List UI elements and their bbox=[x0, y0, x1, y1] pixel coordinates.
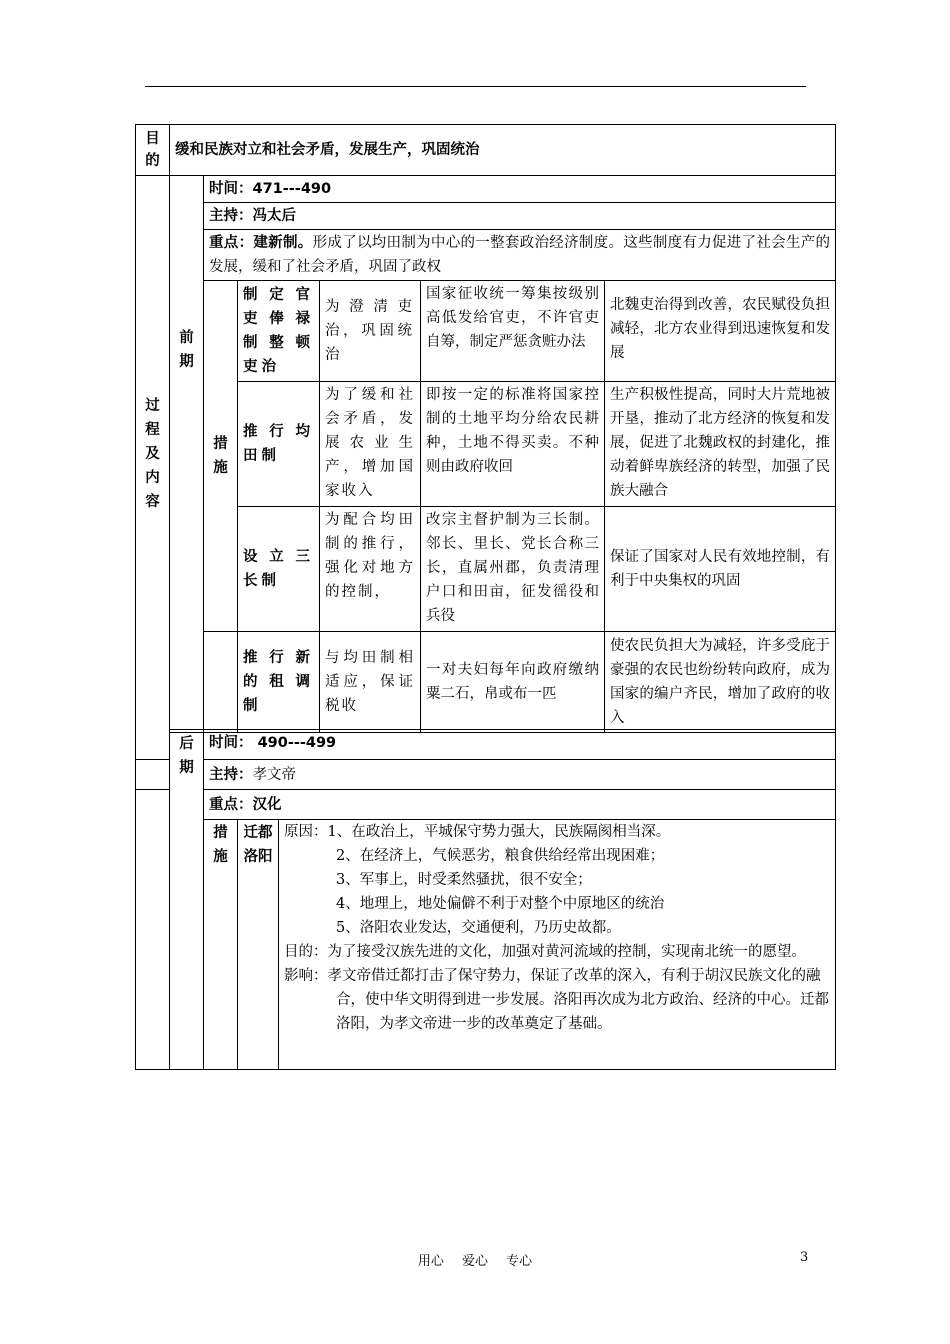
late-focus-title: 汉化 bbox=[252, 796, 282, 813]
early-host bbox=[204, 203, 836, 230]
measure-4-content: 一对夫妇每年向政府缴纳粟二石，帛或布一匹 bbox=[421, 632, 605, 733]
measure-2-effect: 生产积极性提高，同时大片荒地被开垦，推动了北方经济的恢复和发展，促进了北魏政权的封建化，推动着鲜卑族经济的转型，加强了民族大融合 bbox=[605, 382, 836, 507]
measures-spacer-cell bbox=[204, 632, 238, 733]
late-host-label: 主持： bbox=[209, 766, 253, 783]
late-left-empty bbox=[136, 790, 170, 1070]
late-time bbox=[204, 730, 836, 760]
impact-text: 孝文帝借迁都打击了保守势力，保证了改革的深入，有利于胡汉民族文化的融合，使中华文明得到进一步发展。洛阳再次成为北方政治、经济的中心。迁都洛阳，为孝文帝进一步的改革奠定了基础。 bbox=[327, 968, 829, 1032]
purpose-text: 缓和民族对立和社会矛盾，发展生产，巩固统治 bbox=[170, 125, 836, 176]
measure-3-content: 改宗主督护制为三长制。邻长、里长、党长合称三长，直属州郡，负责清理户口和田亩，征发徭役和兵役 bbox=[421, 507, 605, 632]
measure-2-purpose: 为了缓和社会矛盾，发展农业生产，增加国家收入 bbox=[320, 382, 421, 507]
early-host-value: 冯太后 bbox=[252, 208, 296, 224]
early-focus-label: 重点： bbox=[209, 235, 254, 251]
reasons-block bbox=[284, 820, 830, 940]
late-time-label: 时间： bbox=[209, 735, 253, 751]
reason-3: 3、军事上，时受柔然骚扰，很不安全； bbox=[336, 872, 592, 888]
late-measure-name: 迁都洛阳 bbox=[238, 820, 279, 1070]
reason-5: 5、洛阳农业发达，交通便利，乃历史故都。 bbox=[336, 920, 621, 936]
process-spacer bbox=[136, 760, 170, 790]
reform-table bbox=[135, 124, 836, 733]
measure-1-effect: 北魏吏治得到改善，农民赋役负担减轻，北方农业得到迅速恢复和发展 bbox=[605, 281, 836, 382]
measure-2-name: 推行均田制 bbox=[238, 382, 320, 507]
measure-1-purpose: 为澄清吏治，巩固统治 bbox=[320, 281, 421, 382]
measure-4-effect: 使农民负担大为减轻，许多受庇于豪强的农民也纷纷转向政府，成为国家的编户齐民，增加了政府的收入 bbox=[605, 632, 836, 733]
late-period-label: 后期 bbox=[170, 730, 204, 790]
process-label-continued bbox=[136, 730, 170, 760]
early-time-value: 471---490 bbox=[252, 181, 332, 197]
measure-1-name: 制定官吏俸禄制整顿吏治 bbox=[238, 281, 320, 382]
late-period-spacer bbox=[170, 790, 204, 1070]
late-measures-label: 措施 bbox=[204, 820, 238, 1070]
goal-block bbox=[284, 940, 830, 964]
late-measure-details bbox=[279, 820, 836, 1070]
process-label: 过程及内容 bbox=[136, 176, 170, 733]
header-rule bbox=[145, 86, 806, 87]
late-host bbox=[204, 760, 836, 790]
early-time-label: 时间： bbox=[209, 181, 253, 197]
late-time-value: 490---499 bbox=[257, 735, 337, 751]
late-focus-label: 重点： bbox=[209, 796, 253, 813]
impact-block bbox=[284, 964, 830, 1036]
late-focus bbox=[204, 790, 836, 820]
reasons-label: 原因： bbox=[284, 824, 328, 840]
goal-label: 目的： bbox=[284, 944, 328, 960]
early-period-label: 前期 bbox=[170, 176, 204, 733]
measure-3-name: 设立三长制 bbox=[238, 507, 320, 632]
page-number: 3 bbox=[800, 1250, 809, 1265]
early-focus-text: 形成了以均田制为中心的一整套政治经济制度。这些制度有力促进了社会生产的发展，缓和了社会矛盾，巩固了政权 bbox=[209, 235, 831, 275]
purpose-label: 目的 bbox=[136, 125, 170, 176]
early-time bbox=[204, 176, 836, 203]
reason-4: 4、地理上，地处偏僻不利于对整个中原地区的统治 bbox=[336, 896, 665, 912]
reason-1: 1、在政治上，平城保守势力强大，民族隔阂相当深。 bbox=[327, 824, 671, 840]
measure-1-content: 国家征收统一筹集按级别高低发给官吏，不许官吏自筹，制定严惩贪赃办法 bbox=[421, 281, 605, 382]
late-period-table bbox=[135, 729, 836, 1070]
measure-3-effect: 保证了国家对人民有效地控制，有利于中央集权的巩固 bbox=[605, 507, 836, 632]
measure-4-purpose: 与均田制相适应，保证税收 bbox=[320, 632, 421, 733]
measure-2-content: 即按一定的标准将国家控制的土地平均分给农民耕种，土地不得买卖。不种则由政府收回 bbox=[421, 382, 605, 507]
measure-3-purpose: 为配合均田制的推行，强化对地方的控制， bbox=[320, 507, 421, 632]
early-host-label: 主持： bbox=[209, 208, 253, 224]
reason-2: 2、在经济上，气候恶劣，粮食供给经常出现困难； bbox=[336, 848, 665, 864]
goal-text: 为了接受汉族先进的文化，加强对黄河流域的控制，实现南北统一的愿望。 bbox=[327, 944, 806, 960]
early-focus bbox=[204, 230, 836, 281]
late-host-value: 孝文帝 bbox=[252, 766, 296, 783]
footer-motto: 用心 爱心 专心 bbox=[417, 1254, 533, 1269]
early-focus-title: 建新制。 bbox=[253, 235, 313, 251]
impact-label: 影响： bbox=[284, 968, 328, 984]
measure-4-name: 推行新的租调制 bbox=[238, 632, 320, 733]
early-measures-label: 措施 bbox=[204, 281, 238, 632]
